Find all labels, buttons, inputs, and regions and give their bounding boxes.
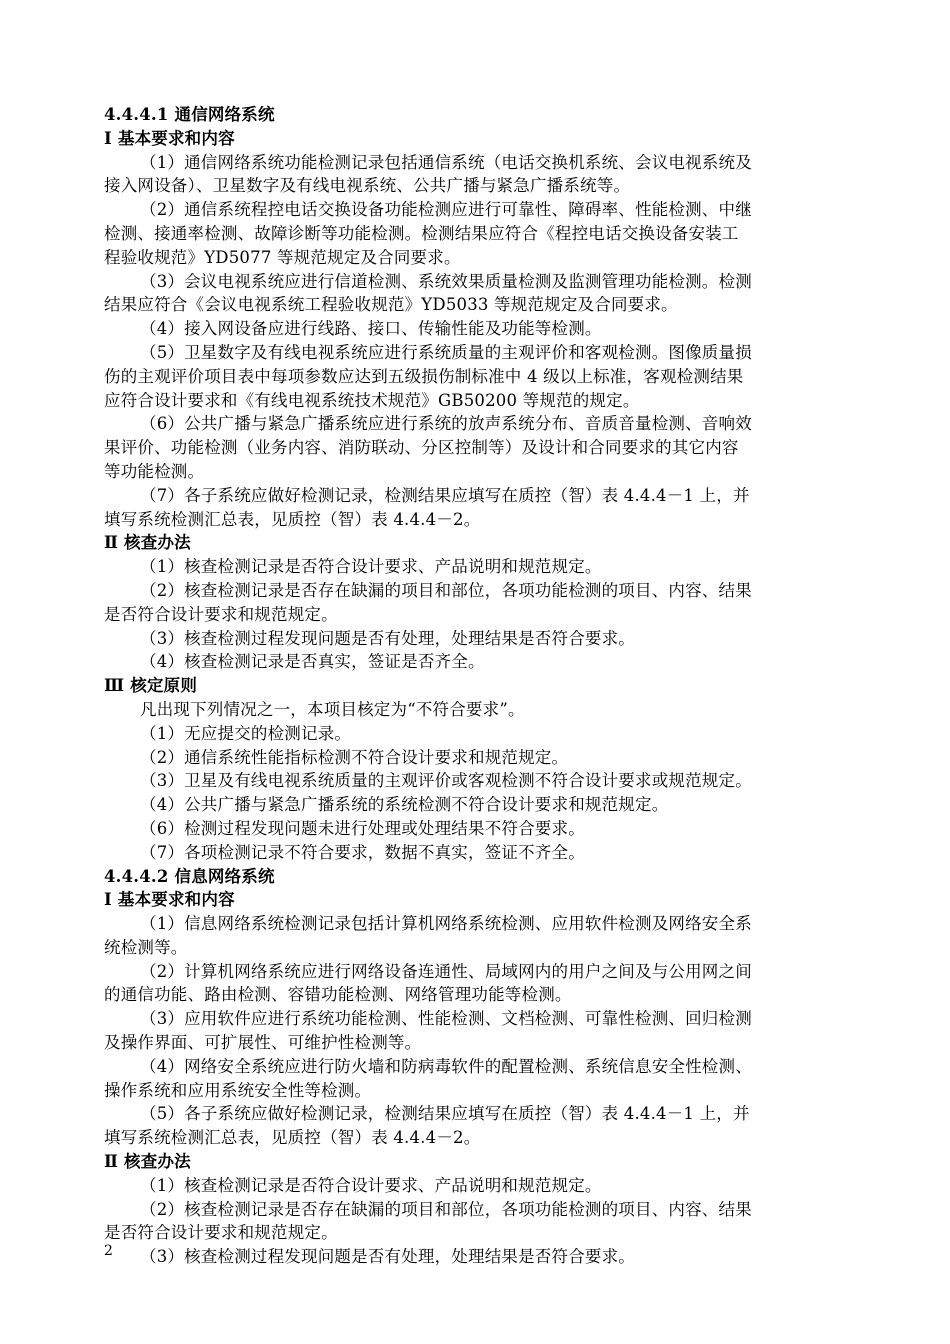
paragraph-line: （4）核查检测记录是否真实，签证是否齐全。 (140, 652, 485, 672)
section-heading: 4.4.4.2 信息网络系统 (104, 866, 275, 886)
paragraph-line: （4）网络安全系统应进行防火墙和防病毒软件的配置检测、系统信息安全性检测、 (140, 1056, 752, 1076)
paragraph-line: （2）核查检测记录是否存在缺漏的项目和部位，各项功能检测的项目、内容、结果 (140, 580, 752, 600)
page-number: 2 (104, 1243, 113, 1259)
section-heading: Ⅲ 核定原则 (104, 676, 198, 696)
paragraph-line: 伤的主观评价项目表中每项参数应达到五级损伤制标准中 4 级以上标准，客观检测结果 (104, 366, 744, 386)
paragraph-line: 是否符合设计要求和规范规定。 (104, 604, 338, 624)
paragraph-line: （1）核查检测记录是否符合设计要求、产品说明和规范规定。 (140, 557, 602, 577)
section-heading: Ⅰ 基本要求和内容 (104, 128, 235, 148)
section-heading: Ⅱ 核查办法 (104, 533, 191, 553)
section-heading: Ⅱ 核查办法 (104, 1152, 191, 1172)
paragraph-line: （1）信息网络系统检测记录包括计算机网络系统检测、应用软件检测及网络安全系 (140, 914, 752, 934)
paragraph-line: （6）公共广播与紧急广播系统应进行系统的放声系统分布、音质音量检测、音响效 (140, 414, 752, 434)
paragraph-line: （3）会议电视系统应进行信道检测、系统效果质量检测及监测管理功能检测。检测 (140, 271, 752, 291)
paragraph-line: （3）应用软件应进行系统功能检测、性能检测、文档检测、可靠性检测、回归检测 (140, 1009, 752, 1029)
paragraph-line: （3）核查检测过程发现问题是否有处理，处理结果是否符合要求。 (140, 1247, 635, 1267)
paragraph-line: （2）通信系统性能指标检测不符合设计要求和规范规定。 (140, 747, 569, 767)
paragraph-line: （6）检测过程发现问题未进行处理或处理结果不符合要求。 (140, 818, 585, 838)
paragraph-line: （3）核查检测过程发现问题是否有处理，处理结果是否符合要求。 (140, 628, 635, 648)
paragraph-line: 填写系统检测汇总表，见质控（智）表 4.4.4－2。 (104, 1128, 481, 1148)
paragraph-line: 及操作界面、可扩展性、可维护性检测等。 (104, 1033, 422, 1053)
paragraph-line: 程验收规范》YD5077 等规范规定及合同要求。 (104, 247, 461, 267)
paragraph-line: （2）核查检测记录是否存在缺漏的项目和部位，各项功能检测的项目、内容、结果 (140, 1199, 752, 1219)
paragraph-line: （2）计算机网络系统应进行网络设备连通性、局域网内的用户之间及与公用网之间 (140, 961, 752, 981)
paragraph-line: 凡出现下列情况之一，本项目核定为“不符合要求”。 (140, 699, 525, 719)
paragraph-line: 应符合设计要求和《有线电视系统技术规范》GB50200 等规范的规定。 (104, 390, 640, 410)
paragraph-line: 操作系统和应用系统安全性等检测。 (104, 1080, 372, 1100)
paragraph-line: （3）卫星及有线电视系统质量的主观评价或客观检测不符合设计要求或规范规定。 (140, 771, 752, 791)
paragraph-line: （5）各子系统应做好检测记录，检测结果应填写在质控（智）表 4.4.4－1 上，并 (140, 1104, 750, 1124)
paragraph-line: 果评价、功能检测（业务内容、消防联动、分区控制等）及设计和合同要求的其它内容 (104, 438, 739, 458)
paragraph-line: （2）通信系统程控电话交换设备功能检测应进行可靠性、障碍率、性能检测、中继 (140, 200, 752, 220)
paragraph-line: （4）公共广播与紧急广播系统的系统检测不符合设计要求和规范规定。 (140, 795, 669, 815)
paragraph-line: 检测、接通率检测、故障诊断等功能检测。检测结果应符合《程控电话交换设备安装工 (104, 223, 739, 243)
section-heading: Ⅰ 基本要求和内容 (104, 890, 235, 910)
paragraph-line: （1）通信网络系统功能检测记录包括通信系统（电话交换机系统、会议电视系统及 (140, 152, 752, 172)
paragraph-line: 的通信功能、路由检测、容错功能检测、网络管理功能等检测。 (104, 985, 572, 1005)
paragraph-line: 结果应符合《会议电视系统工程验收规范》YD5033 等规范规定及合同要求。 (104, 295, 678, 315)
paragraph-line: （4）接入网设备应进行线路、接口、传输性能及功能等检测。 (140, 319, 602, 339)
section-heading: 4.4.4.1 通信网络系统 (104, 105, 275, 124)
paragraph-line: （7）各项检测记录不符合要求，数据不真实，签证不齐全。 (140, 842, 585, 862)
paragraph-line: 接入网设备）、卫星数字及有线电视系统、公共广播与紧急广播系统等。 (104, 176, 631, 196)
paragraph-line: 填写系统检测汇总表，见质控（智）表 4.4.4－2。 (104, 509, 481, 529)
paragraph-line: 是否符合设计要求和规范规定。 (104, 1223, 338, 1243)
paragraph-line: （7）各子系统应做好检测记录，检测结果应填写在质控（智）表 4.4.4－1 上，并 (140, 485, 750, 505)
paragraph-line: （1）无应提交的检测记录。 (140, 723, 352, 743)
document-body (104, 103, 846, 1269)
paragraph-line: 统检测等。 (104, 937, 188, 957)
paragraph-line: （1）核查检测记录是否符合设计要求、产品说明和规范规定。 (140, 1175, 602, 1195)
paragraph-line: 等功能检测。 (104, 461, 205, 481)
paragraph-line: （5）卫星数字及有线电视系统应进行系统质量的主观评价和客观检测。图像质量损 (140, 342, 752, 362)
